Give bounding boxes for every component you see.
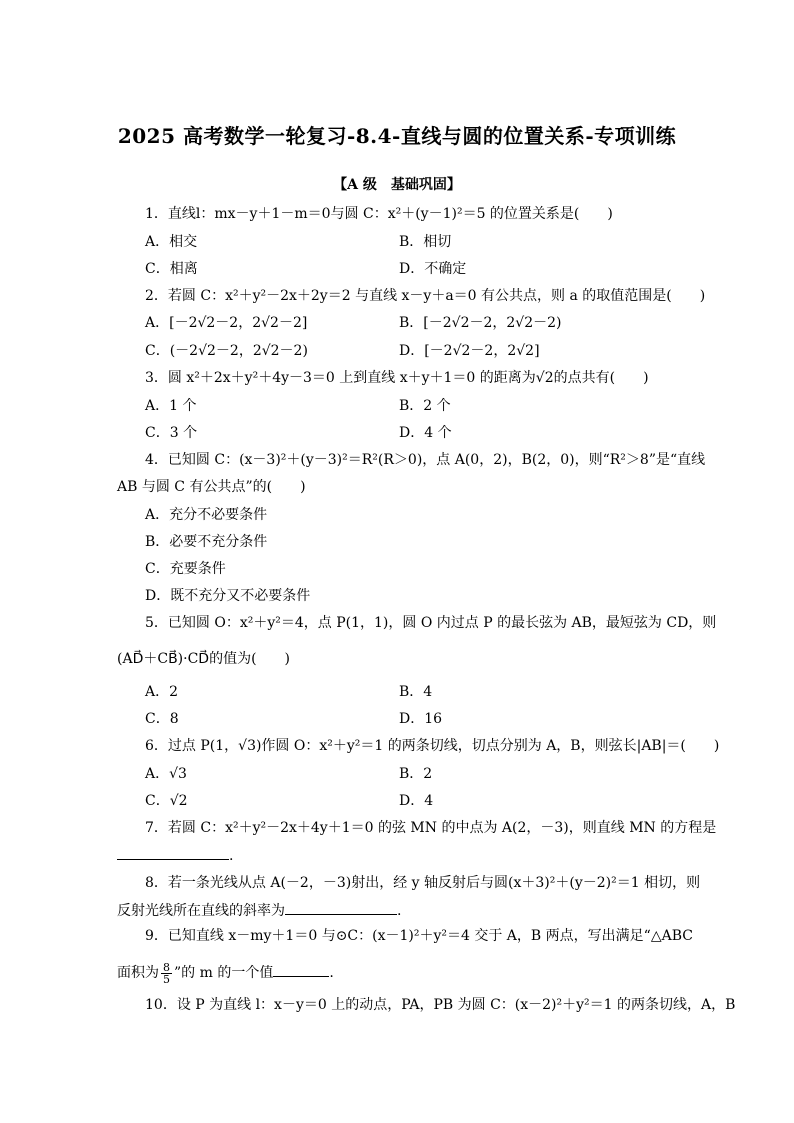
answer-option: C．8 — [145, 711, 179, 727]
document-title: 2025 高考数学一轮复习-8.4-直线与圆的位置关系-专项训练 — [117, 124, 677, 148]
answer-option: B．[－2√2－2，2√2－2) — [399, 315, 562, 331]
answer-option: D．16 — [399, 711, 443, 727]
answer-option: B．2 — [399, 766, 433, 782]
answer-blank[interactable] — [285, 900, 397, 915]
q7-answer-line: . — [117, 845, 233, 866]
answer-option: D．既不充分又不必要条件 — [145, 588, 311, 604]
answer-blank[interactable] — [117, 845, 229, 860]
answer-option: D．4 — [399, 793, 434, 809]
answer-option: C．(－2√2－2，2√2－2) — [145, 343, 308, 359]
question-text: 2．若圆 C：x²＋y²－2x＋2y＝2 与直线 x－y＋a＝0 有公共点，则 a 的取值范围是( ) — [145, 288, 706, 304]
question-text: 7．若圆 C：x²＋y²－2x＋4y＋1＝0 的弦 MN 的中点为 A(2，－3)，则直线 MN 的方程是 — [145, 820, 717, 836]
section-heading: 【A 级 基础巩固】 — [333, 177, 461, 193]
answer-option: D．[－2√2－2，2√2] — [399, 343, 540, 359]
answer-option: A．√3 — [145, 766, 187, 782]
answer-option: D．不确定 — [399, 261, 467, 277]
q8-continuation: 反射光线所在直线的斜率为 . — [117, 900, 401, 921]
answer-option: C．√2 — [145, 793, 188, 809]
question-text: (AD⃗＋CB⃗)·CD⃗的值为( ) — [117, 651, 290, 667]
question-text: 3．圆 x²＋2x＋y²＋4y－3＝0 上到直线 x＋y＋1＝0 的距离为√2的点共有( ) — [145, 370, 649, 386]
question-text: 10．设 P 为直线 l：x－y＝0 上的动点，PA，PB 为圆 C：(x－2)²＋y²＝1 的两条切线，A，B — [145, 997, 736, 1013]
question-text: 6．过点 P(1，√3)作圆 O：x²＋y²＝1 的两条切线，切点分别为 A，B，则弦长|AB|＝( ) — [145, 738, 720, 754]
answer-option: C．相离 — [145, 261, 198, 277]
answer-option: A．[－2√2－2，2√2－2] — [145, 315, 308, 331]
answer-option: B．相切 — [399, 234, 452, 250]
answer-option: D．4 个 — [399, 425, 452, 441]
question-text: 9．已知直线 x－my＋1＝0 与⊙C：(x－1)²＋y²＝4 交于 A，B 两点，写出满足“△ABC — [145, 928, 693, 944]
question-text: 4．已知圆 C：(x－3)²＋(y－3)²＝R²(R＞0)，点 A(0，2)，B(2，0)，则“R²＞8”是“直线 — [145, 452, 706, 468]
answer-blank[interactable] — [273, 962, 329, 977]
answer-option: A．充分不必要条件 — [145, 507, 268, 523]
q9-continuation: 面积为 $\frac{8}{5}$ ”的 m 的一个值 . — [117, 960, 334, 986]
answer-option: B．4 — [399, 684, 433, 700]
question-text: AB 与圆 C 有公共点”的( ) — [117, 479, 306, 495]
answer-option: A．1 个 — [145, 398, 197, 414]
answer-option: C．3 个 — [145, 425, 198, 441]
fraction: $\frac{8}{5}$ — [163, 960, 170, 986]
question-text: 1．直线l：mx－y＋1－m＝0与圆 C：x²＋(y－1)²＝5 的位置关系是( ) — [145, 206, 613, 222]
question-text: 8．若一条光线从点 A(－2，－3)射出，经 y 轴反射后与圆(x＋3)²＋(y－2)²＝1 相切，则 — [145, 875, 701, 891]
answer-option: B．必要不充分条件 — [145, 534, 268, 550]
answer-option: A．2 — [145, 684, 179, 700]
answer-option: B．2 个 — [399, 398, 451, 414]
question-text: 5．已知圆 O：x²＋y²＝4，点 P(1，1)，圆 O 内过点 P 的最长弦为 AB，最短弦为 CD，则 — [145, 615, 717, 631]
answer-option: C．充要条件 — [145, 561, 226, 577]
answer-option: A．相交 — [145, 234, 198, 250]
